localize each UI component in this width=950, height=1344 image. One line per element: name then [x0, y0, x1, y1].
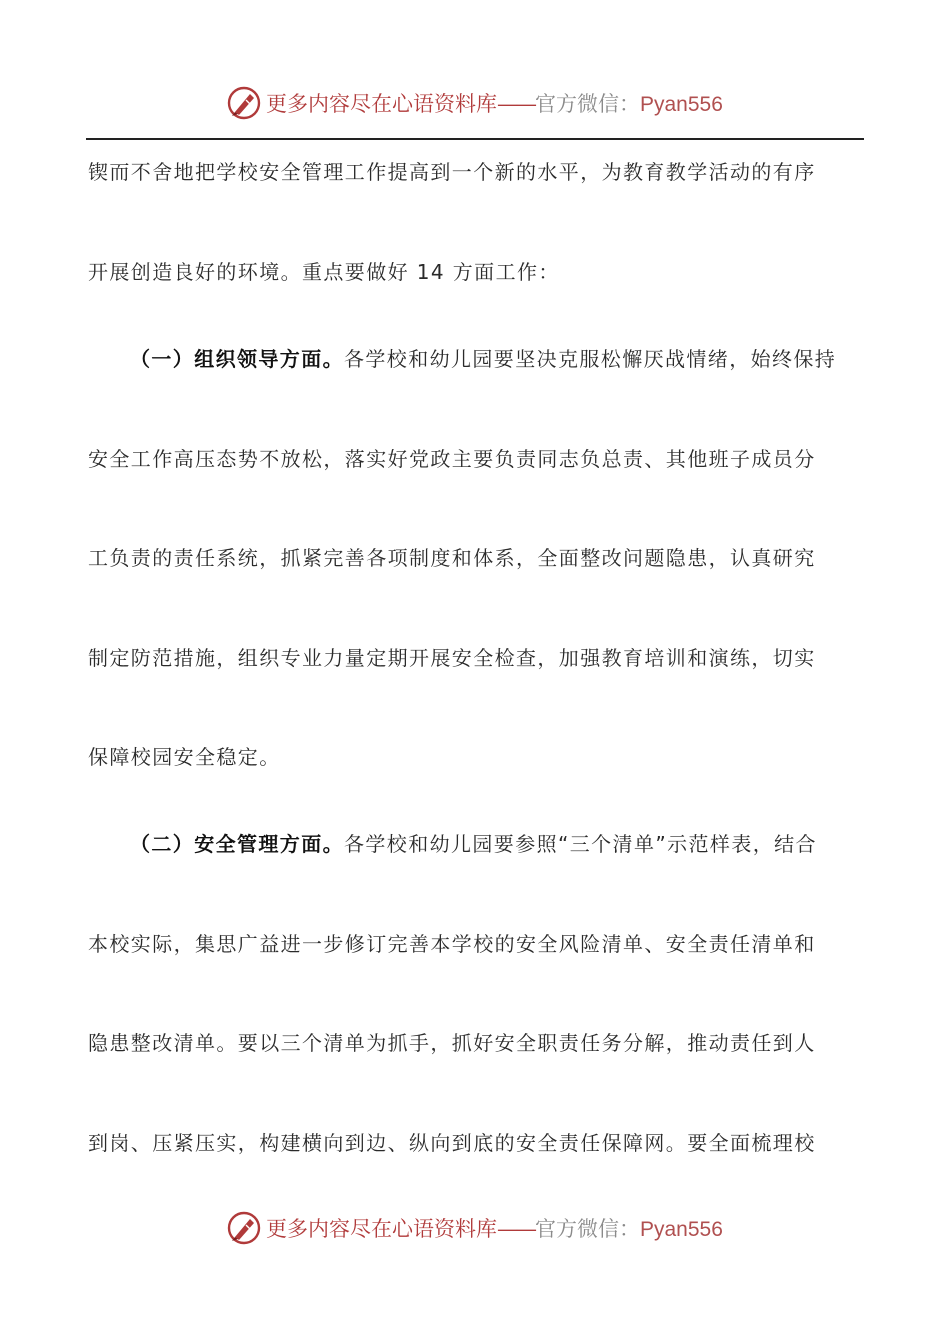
section-first-line: [130, 344, 836, 374]
pen-logo-icon: [226, 1210, 262, 1246]
banner-dash: ——: [497, 1217, 535, 1241]
text-line: 安全工作高压态势不放松，落实好党政主要负责同志负总责、其他班子成员分: [88, 447, 816, 471]
section-text: 各学校和幼儿园要坚决克服松懈厌战情绪，始终保持: [344, 347, 837, 371]
section-text: 各学校和幼儿园要参照“三个清单”示范样表，结合: [344, 832, 817, 856]
banner-wechat-id: Pyan556: [640, 93, 723, 116]
text-line: 工负责的责任系统，抓紧完善各项制度和体系，全面整改问题隐患，认真研究: [88, 546, 816, 570]
banner-dash: ——: [497, 92, 535, 116]
text-line: 锲而不舍地把学校安全管理工作提高到一个新的水平，为教育教学活动的有序: [88, 160, 816, 184]
text-line: 开展创造良好的环境。重点要做好 14 方面工作：: [88, 260, 560, 284]
header-divider: [86, 138, 864, 140]
footer-banner: [0, 1210, 950, 1250]
pen-logo-icon: [226, 85, 262, 121]
text-line: 保障校园安全稳定。: [88, 745, 281, 769]
banner-main: 更多内容尽在心语资料库: [266, 92, 497, 116]
text-line: 到岗、压紧压实，构建横向到边、纵向到底的安全责任保障网。要全面梳理校: [88, 1131, 816, 1155]
section-heading: （二）安全管理方面。: [130, 832, 344, 856]
banner-label: 官方微信：: [535, 92, 640, 116]
banner-wechat-id: Pyan556: [640, 1218, 723, 1241]
section-first-line: [130, 829, 817, 859]
text-line: 隐患整改清单。要以三个清单为抓手，抓好安全职责任务分解，推动责任到人: [88, 1031, 816, 1055]
banner-main: 更多内容尽在心语资料库: [266, 1217, 497, 1241]
section-heading: （一）组织领导方面。: [130, 347, 344, 371]
header-banner: [0, 85, 950, 125]
text-line: 制定防范措施，组织专业力量定期开展安全检查，加强教育培训和演练，切实: [88, 646, 816, 670]
text-line: 本校实际，集思广益进一步修订完善本学校的安全风险清单、安全责任清单和: [88, 932, 816, 956]
banner-text: [266, 1213, 723, 1245]
banner-text: [266, 88, 723, 120]
banner-label: 官方微信：: [535, 1217, 640, 1241]
